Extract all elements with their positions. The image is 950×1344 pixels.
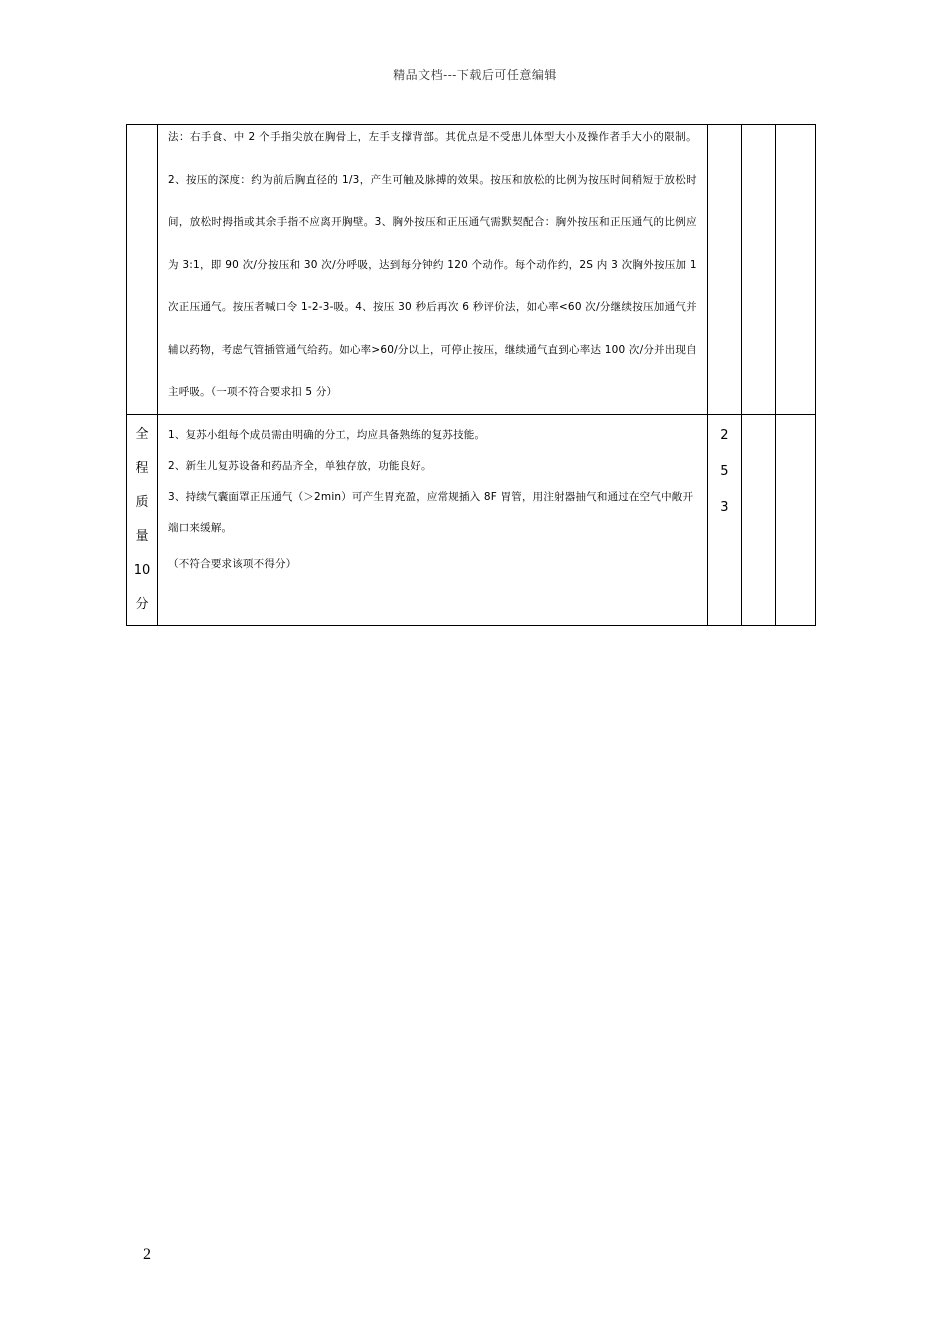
content-cell (158, 414, 708, 625)
content-cell (158, 125, 708, 415)
deduction-cell (741, 414, 775, 625)
requirement-item-1: 1、复苏小组每个成员需由明确的分工，均应具备熟练的复苏技能。 (168, 428, 486, 441)
requirement-item-3: 3、持续气囊面罩正压通气（＞2min）可产生胃充盈，应常规插入 8F 胃管，用注射器抽气和通过在空气中敞开端口来缓解。 (168, 490, 694, 534)
score-cell (707, 414, 741, 625)
category-label: 全 程 质 量 10 分 (133, 426, 151, 612)
result-cell (775, 125, 815, 415)
procedure-text: 法：右手食、中 2 个手指尖放在胸骨上，左手支撑背部。其优点是不受患儿体型大小及操作者手大小的限制。2、按压的深度：约为前后胸直径的 1/3，产生可触及脉搏的效果。按压和放松的比例为按压时间稍短于放松时间，放松时拇指或其余手指不应离开胸壁。3、胸外按压和正压通气需默契配合：胸外按压和正压通气的比例应为 3:1，即 90 次/分按压和 30 次/分呼吸，达到每分钟约 120 个动作。每个动作约，2S 内 3 次胸外按压加 1 次正压通气。按压者喊口令 1-2-3-吸。4、按压 30 秒后再次 6 秒评价法，如心率<60 次/分继续按压加通气并辅以药物，考虑气管插管通气给药。如心率>60/分以上，可停止按压，继续通气直到心率达 100 次/分并出现自主呼吸。（一项不符合要求扣 5 分） (168, 131, 697, 398)
score-values: 2 5 3 (720, 427, 729, 515)
requirement-note: （不符合要求该项不得分） (168, 557, 297, 570)
scoring-table (126, 124, 816, 626)
category-cell (127, 414, 158, 625)
table-row (127, 125, 816, 415)
document-header: 精品文档---下载后可任意编辑 (393, 68, 557, 82)
deduction-cell (741, 125, 775, 415)
score-cell (707, 125, 741, 415)
page-number: 2 (143, 1246, 151, 1263)
result-cell (775, 414, 815, 625)
requirement-item-2: 2、新生儿复苏设备和药品齐全，单独存放，功能良好。 (168, 459, 432, 472)
table-row (127, 414, 816, 625)
category-cell (127, 125, 158, 415)
